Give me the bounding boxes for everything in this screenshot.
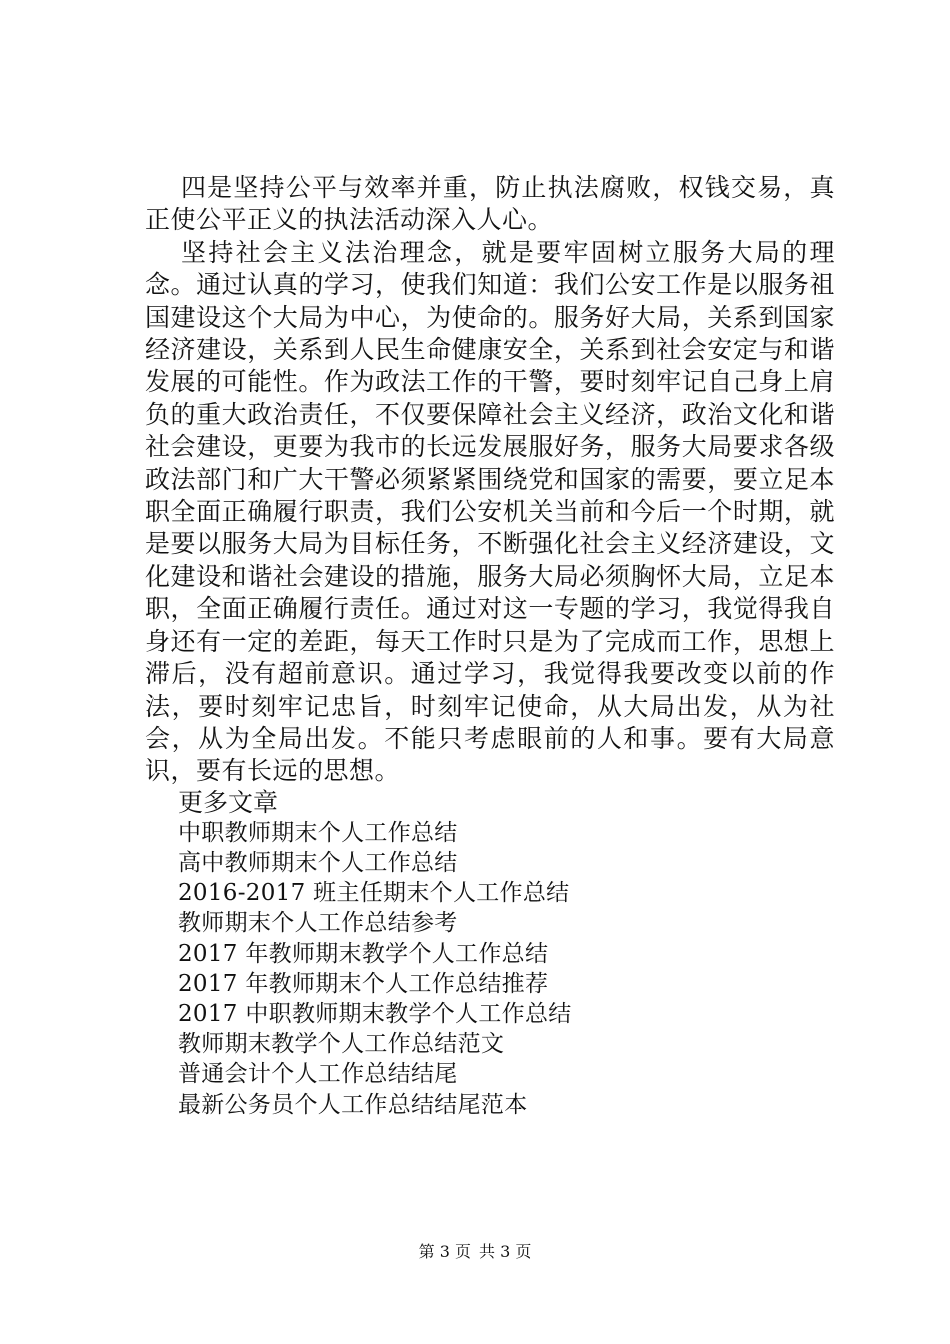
article-link[interactable]: 2017 中职教师期末教学个人工作总结 — [178, 1000, 572, 1027]
page-total: 共 3 页 — [479, 1242, 532, 1261]
article-link[interactable]: 2017 年教师期末个人工作总结推荐 — [178, 970, 549, 997]
article-link[interactable]: 中职教师期末个人工作总结 — [178, 819, 458, 846]
article-link[interactable]: 2016-2017 班主任期末个人工作总结 — [178, 880, 570, 907]
document-body — [145, 172, 835, 1120]
more-articles-title: 更多文章 — [178, 787, 279, 817]
article-link[interactable]: 最新公务员个人工作总结结尾范本 — [178, 1091, 528, 1118]
article-link[interactable]: 教师期末个人工作总结参考 — [178, 910, 458, 937]
article-link[interactable]: 普通会计个人工作总结结尾 — [178, 1061, 458, 1088]
page-footer — [0, 1242, 950, 1262]
article-link[interactable]: 教师期末教学个人工作总结范文 — [178, 1031, 505, 1058]
article-link[interactable]: 高中教师期末个人工作总结 — [178, 849, 458, 876]
paragraph-serve-overall: 坚持社会主义法治理念，就是要牢固树立服务大局的理念。通过认真的学习，使我们知道：我们公安工作是以服务祖国建设这个大局为中心，为使命的。服务好大局，关系到国家经济建设，关系到人民生命健康安全，关系到社会安定与和谐发展的可能性。作为政法工作的干警，要时刻牢记自己身上肩负的重大政治责任，不仅要保障社会主义经济，政治文化和谐社会建设，更要为我市的长远发展服好务，服务大局要求各级政法部门和广大干警必须紧紧围绕党和国家的需要，要立足本职全面正确履行职责，我们公安机关当前和今后一个时期，就是要以服务大局为目标任务，不断强化社会主义经济建设，文化建设和谐社会建设的措施，服务大局必须胸怀大局，立足本职，全面正确履行责任。通过对这一专题的学习，我觉得我自身还有一定的差距，每天工作时只是为了完成而工作，思想上滞后，没有超前意识。通过学习，我觉得我要改变以前的作法，要时刻牢记忠旨，时刻牢记使命，从大局出发，从为社会，从为全局出发。不能只考虑眼前的人和事。要有大局意识，要有长远的思想。 — [145, 237, 835, 786]
more-articles-list — [145, 818, 835, 1120]
page-number: 第 3 页 — [418, 1242, 471, 1261]
paragraph-fairness: 四是坚持公平与效率并重，防止执法腐败，权钱交易，真正使公平正义的执法活动深入人心。 — [145, 173, 835, 235]
article-link[interactable]: 2017 年教师期末教学个人工作总结 — [178, 940, 549, 967]
